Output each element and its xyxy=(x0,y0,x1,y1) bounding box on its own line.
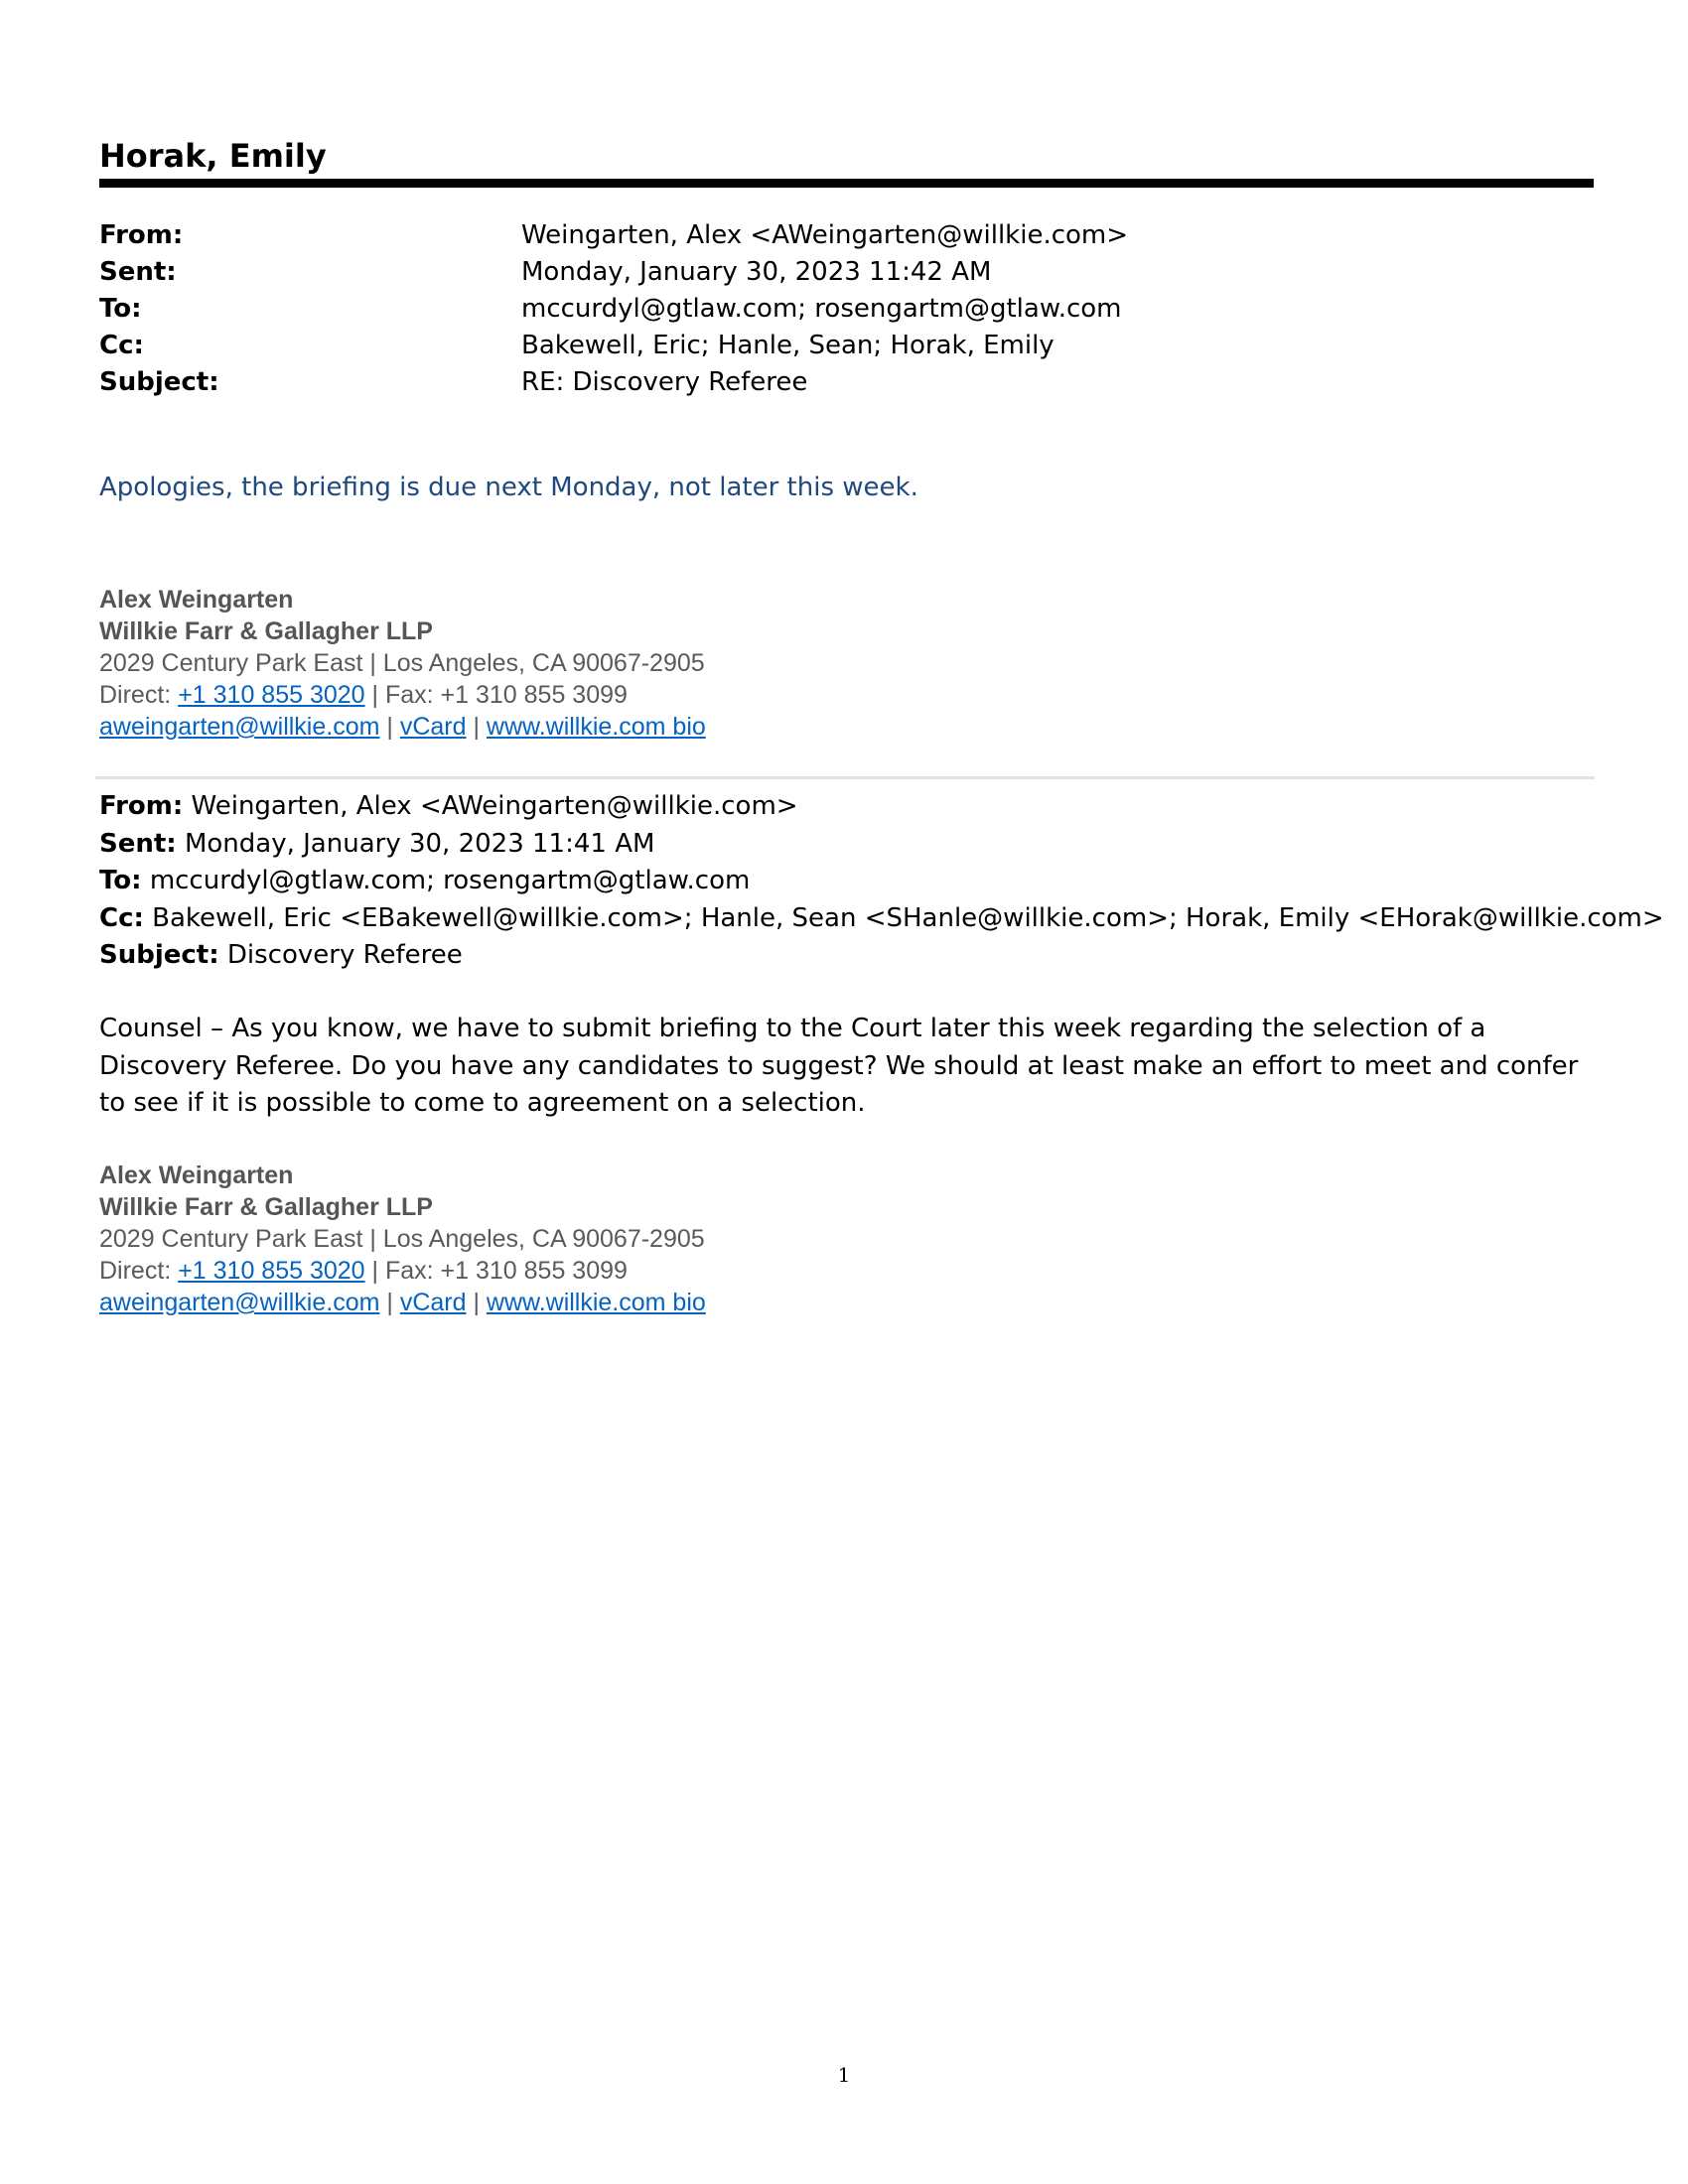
signature-address: 2029 Century Park East | Los Angeles, CA 90067-2905 xyxy=(99,1225,705,1253)
cc-label: Cc: xyxy=(99,331,144,360)
original-subject-label: Subject: xyxy=(99,940,219,970)
reply-body: Apologies, the briefing is due next Monday, not later this week. xyxy=(99,473,918,502)
original-to-line xyxy=(99,863,1664,900)
signature-phone-line xyxy=(99,1255,706,1287)
signature-links-line xyxy=(99,711,706,743)
subject-label: Subject: xyxy=(99,367,219,397)
link-separator: | xyxy=(466,713,487,741)
direct-phone-link[interactable]: +1 310 855 3020 xyxy=(178,681,365,709)
signature-name: Alex Weingarten xyxy=(99,1161,294,1189)
vcard-link[interactable]: vCard xyxy=(399,713,467,741)
signature-links-line xyxy=(99,1287,706,1318)
original-to-label: To: xyxy=(99,866,142,895)
email-link[interactable]: aweingarten@willkie.com xyxy=(99,1289,380,1316)
fax-text: | Fax: +1 310 855 3099 xyxy=(364,1257,628,1285)
signature-firm: Willkie Farr & Gallagher LLP xyxy=(99,617,433,645)
direct-phone-link[interactable]: +1 310 855 3020 xyxy=(178,1257,365,1285)
to-label: To: xyxy=(99,294,142,324)
original-message-body: Counsel – As you know, we have to submit briefing to the Court later this week regarding the selection of a Discovery Referee. Do you have any candidates to suggest? We should at least make an effort to meet and confer to see if it is possible to come to agreement on a selection. xyxy=(99,1014,1579,1118)
vcard-link[interactable]: vCard xyxy=(399,1289,467,1316)
direct-label: Direct: xyxy=(99,1257,179,1285)
bio-link[interactable]: www.willkie.com bio xyxy=(486,1289,706,1316)
original-sent-value: Monday, January 30, 2023 11:41 AM xyxy=(184,828,655,859)
bio-link[interactable]: www.willkie.com bio xyxy=(486,713,706,741)
cc-value: Bakewell, Eric; Hanle, Sean; Horak, Emily xyxy=(521,331,1055,360)
original-from-label: From: xyxy=(99,791,184,821)
sent-label: Sent: xyxy=(99,257,177,287)
original-to-value: mccurdyl@gtlaw.com; rosengartm@gtlaw.com xyxy=(149,866,751,895)
original-message-header xyxy=(99,788,1664,975)
header-rule xyxy=(99,179,1594,188)
signature-name: Alex Weingarten xyxy=(99,586,294,614)
original-subject-value: Discovery Referee xyxy=(226,940,463,970)
signature-block xyxy=(99,1160,706,1318)
direct-label: Direct: xyxy=(99,681,179,709)
link-separator: | xyxy=(466,1289,487,1316)
original-from-value: Weingarten, Alex <AWeingarten@willkie.com> xyxy=(191,791,798,821)
quoted-message-separator xyxy=(95,776,1595,779)
to-value: mccurdyl@gtlaw.com; rosengartm@gtlaw.com xyxy=(521,294,1122,324)
fax-text: | Fax: +1 310 855 3099 xyxy=(364,681,628,709)
original-cc-label: Cc: xyxy=(99,902,144,933)
subject-value: RE: Discovery Referee xyxy=(521,367,808,397)
mailbox-owner: Horak, Emily xyxy=(99,137,327,175)
original-cc-value: Bakewell, Eric <EBakewell@willkie.com>; Hanle, Sean <SHanle@willkie.com>; Horak, Emily <EHorak@willkie.com> xyxy=(152,902,1664,933)
page-number: 1 xyxy=(837,2063,851,2087)
link-separator: | xyxy=(379,713,400,741)
signature-block xyxy=(99,584,706,743)
original-subject-line xyxy=(99,937,1664,975)
original-sent-line xyxy=(99,826,1664,864)
from-value: Weingarten, Alex <AWeingarten@willkie.com> xyxy=(521,220,1129,250)
signature-phone-line xyxy=(99,679,706,711)
signature-firm: Willkie Farr & Gallagher LLP xyxy=(99,1193,433,1221)
sent-value: Monday, January 30, 2023 11:42 AM xyxy=(521,257,992,287)
from-label: From: xyxy=(99,220,184,250)
original-cc-line xyxy=(99,900,1664,938)
signature-address: 2029 Century Park East | Los Angeles, CA 90067-2905 xyxy=(99,649,705,677)
link-separator: | xyxy=(379,1289,400,1316)
original-sent-label: Sent: xyxy=(99,828,177,859)
original-from-line xyxy=(99,788,1664,826)
email-link[interactable]: aweingarten@willkie.com xyxy=(99,713,380,741)
